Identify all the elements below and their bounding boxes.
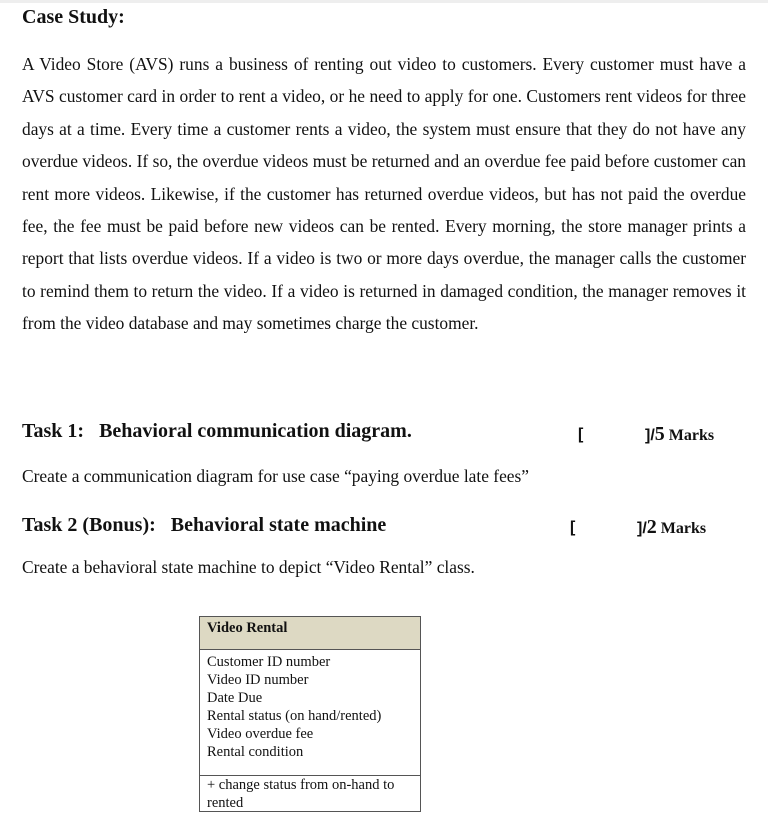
uml-operation: + change status from on-hand to	[207, 777, 395, 793]
uml-class-box	[199, 616, 421, 812]
task-2-marks-value: 2	[646, 516, 657, 538]
task-1-name: Behavioral communication diagram.	[99, 420, 412, 442]
task-1-marks-word: Marks	[668, 427, 715, 444]
uml-class-attributes	[200, 650, 420, 776]
case-study-heading: Case Study:	[22, 6, 125, 28]
uml-attribute: Rental condition	[207, 744, 304, 760]
task-1-bracket-close: ]/	[645, 427, 655, 444]
case-study-paragraph: A Video Store (AVS) runs a business of renting out video to customers. Every customer must have a AVS customer card in order to rent a video, or he need to apply for one. Customers rent videos for three days at a time. Every time a customer rents a video, the system must ensure that they do not have any overdue videos. If so, the overdue videos must be returned and an overdue fee paid before customer can rent more videos. Likewise, if the customer has returned overdue videos, but has not paid the overdue fee, the fee must be paid before new videos can be rented. Every morning, the store manager prints a report that lists overdue videos. If a video is two or more days overdue, the manager calls the customer to remind them to return the video. If a video is returned in damaged condition, the manager removes it from the video database and may sometimes charge the customer.	[22, 54, 746, 334]
task-2-bracket-close: ]/	[637, 520, 647, 537]
task-1-marks	[645, 423, 714, 446]
task-2-bracket-open: [	[570, 519, 576, 536]
uml-class-name: Video Rental	[200, 617, 420, 650]
uml-attribute: Customer ID number	[207, 654, 331, 670]
task-2-name: Behavioral state machine	[170, 514, 387, 536]
uml-attribute: Video overdue fee	[207, 726, 314, 742]
uml-attribute: Rental status (on hand/rented)	[207, 708, 382, 724]
uml-operation: rented	[207, 795, 244, 811]
task-1-title	[22, 420, 412, 443]
task-1-description: Create a communication diagram for use case “paying overdue late fees”	[22, 466, 529, 486]
task-2-marks-word: Marks	[660, 520, 707, 537]
task-2-marks	[637, 516, 706, 539]
task-2-label: Task 2 (Bonus):	[22, 514, 156, 536]
uml-attribute: Date Due	[207, 690, 263, 706]
task-1-bracket-open: [	[578, 426, 584, 443]
task-1-marks-value: 5	[654, 423, 665, 445]
top-border	[0, 0, 768, 3]
task-1-label: Task 1:	[22, 420, 85, 442]
uml-class-operations	[200, 776, 420, 811]
task-2-title	[22, 514, 386, 537]
uml-attribute: Video ID number	[207, 672, 309, 688]
task-2-description: Create a behavioral state machine to depict “Video Rental” class.	[22, 557, 475, 577]
